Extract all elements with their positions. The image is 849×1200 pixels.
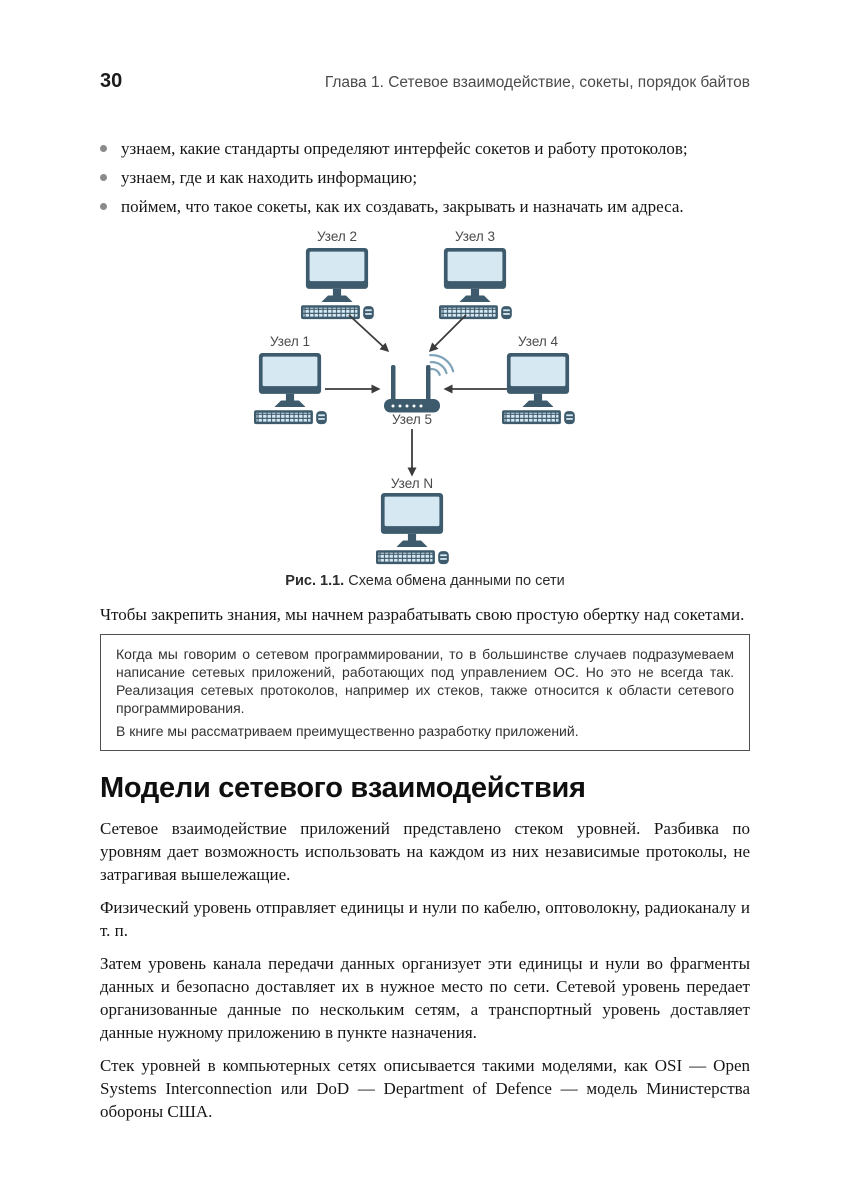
note-paragraph: В книге мы рассматриваем преимущественно разработку приложений. [116, 723, 579, 739]
bullet-text: поймем, что такое сокеты, как их создавать, закрывать и назначать им адреса. [121, 197, 684, 216]
node-label: Узел 5 [391, 412, 433, 427]
node-label: Узел 1 [269, 334, 311, 349]
section-paragraph: Физический уровень отправляет единицы и нули по кабелю, оптоволокну, радиоканалу и т. п. [100, 898, 750, 940]
bullet-icon [100, 174, 107, 181]
node-label: Узел 2 [316, 229, 358, 244]
node-label: Узел N [390, 476, 434, 491]
bullet-icon [100, 145, 107, 152]
router-icon [384, 365, 440, 413]
bullet-item [100, 163, 750, 192]
figure-caption-label: Рис. 1.1. [285, 573, 345, 589]
node-label: Узел 4 [517, 334, 559, 349]
bullet-item [100, 134, 750, 163]
section-heading: Модели сетевого взаимодействия [100, 772, 586, 804]
computer-icon [502, 353, 575, 424]
diagram-node-1 [254, 334, 327, 424]
diagram-node-3 [439, 229, 512, 319]
bullet-text: узнаем, какие стандарты определяют интерфейс сокетов и работу протоколов; [121, 139, 688, 158]
arrow-node3-to-router [430, 315, 466, 351]
bullet-text: узнаем, где и как находить информацию; [121, 168, 418, 187]
figure-caption-text: Схема обмена данными по сети [348, 573, 565, 589]
computer-icon [301, 248, 374, 319]
diagram-node-4 [502, 334, 575, 424]
wifi-signal-icon [430, 355, 453, 375]
page-number: 30 [100, 70, 123, 92]
computer-icon [254, 353, 327, 424]
section-network-models [100, 771, 750, 1123]
network-diagram [245, 227, 605, 569]
note-box [100, 634, 750, 751]
page-header [100, 70, 750, 94]
computer-icon [439, 248, 512, 319]
bullet-item [100, 192, 750, 221]
computer-icon [376, 493, 449, 564]
figure-network-diagram [100, 227, 750, 591]
section-paragraph: Затем уровень канала передачи данных организует эти единицы и нули во фрагменты данных и безопасно доставляет их в нужное место по сети. Сетевой уровень передает организованные данные по нескольким сетям, а транспортный уровень доставляет данные нужному приложению в пункте назначения. [100, 954, 750, 1042]
section-paragraph: Стек уровней в компьютерных сетях описывается такими моделями, как OSI — Open Systems Interconnection или DoD — Department of Defence — модель Министерства обороны США. [100, 1056, 750, 1121]
intro-paragraph: Чтобы закрепить знания, мы начнем разрабатывать свою простую обертку над сокетами. [100, 605, 745, 624]
diagram-node-2 [301, 229, 374, 319]
chapter-title: Глава 1. Сетевое взаимодействие, сокеты, порядок байтов [324, 74, 750, 91]
node-label: Узел 3 [454, 229, 496, 244]
figure-caption [100, 571, 750, 591]
note-paragraph: Когда мы говорим о сетевом программировании, то в большинстве случаев подразумеваем написание сетевых приложений, работающих под управлением ОС. Но это не всегда так. Реализация сетевых протоколов, например их стеков, также относится к области сетевого программирования. [116, 646, 734, 716]
connection-arrows [325, 315, 507, 475]
arrow-node2-to-router [349, 315, 388, 351]
section-paragraph: Сетевое взаимодействие приложений представлено стеком уровней. Разбивка по уровням дает возможность использовать на каждом из них независимые протоколы, не затрагивая вышележащие. [100, 819, 750, 884]
diagram-node-n [376, 476, 449, 564]
bullet-icon [100, 203, 107, 210]
bullet-list [100, 134, 750, 221]
